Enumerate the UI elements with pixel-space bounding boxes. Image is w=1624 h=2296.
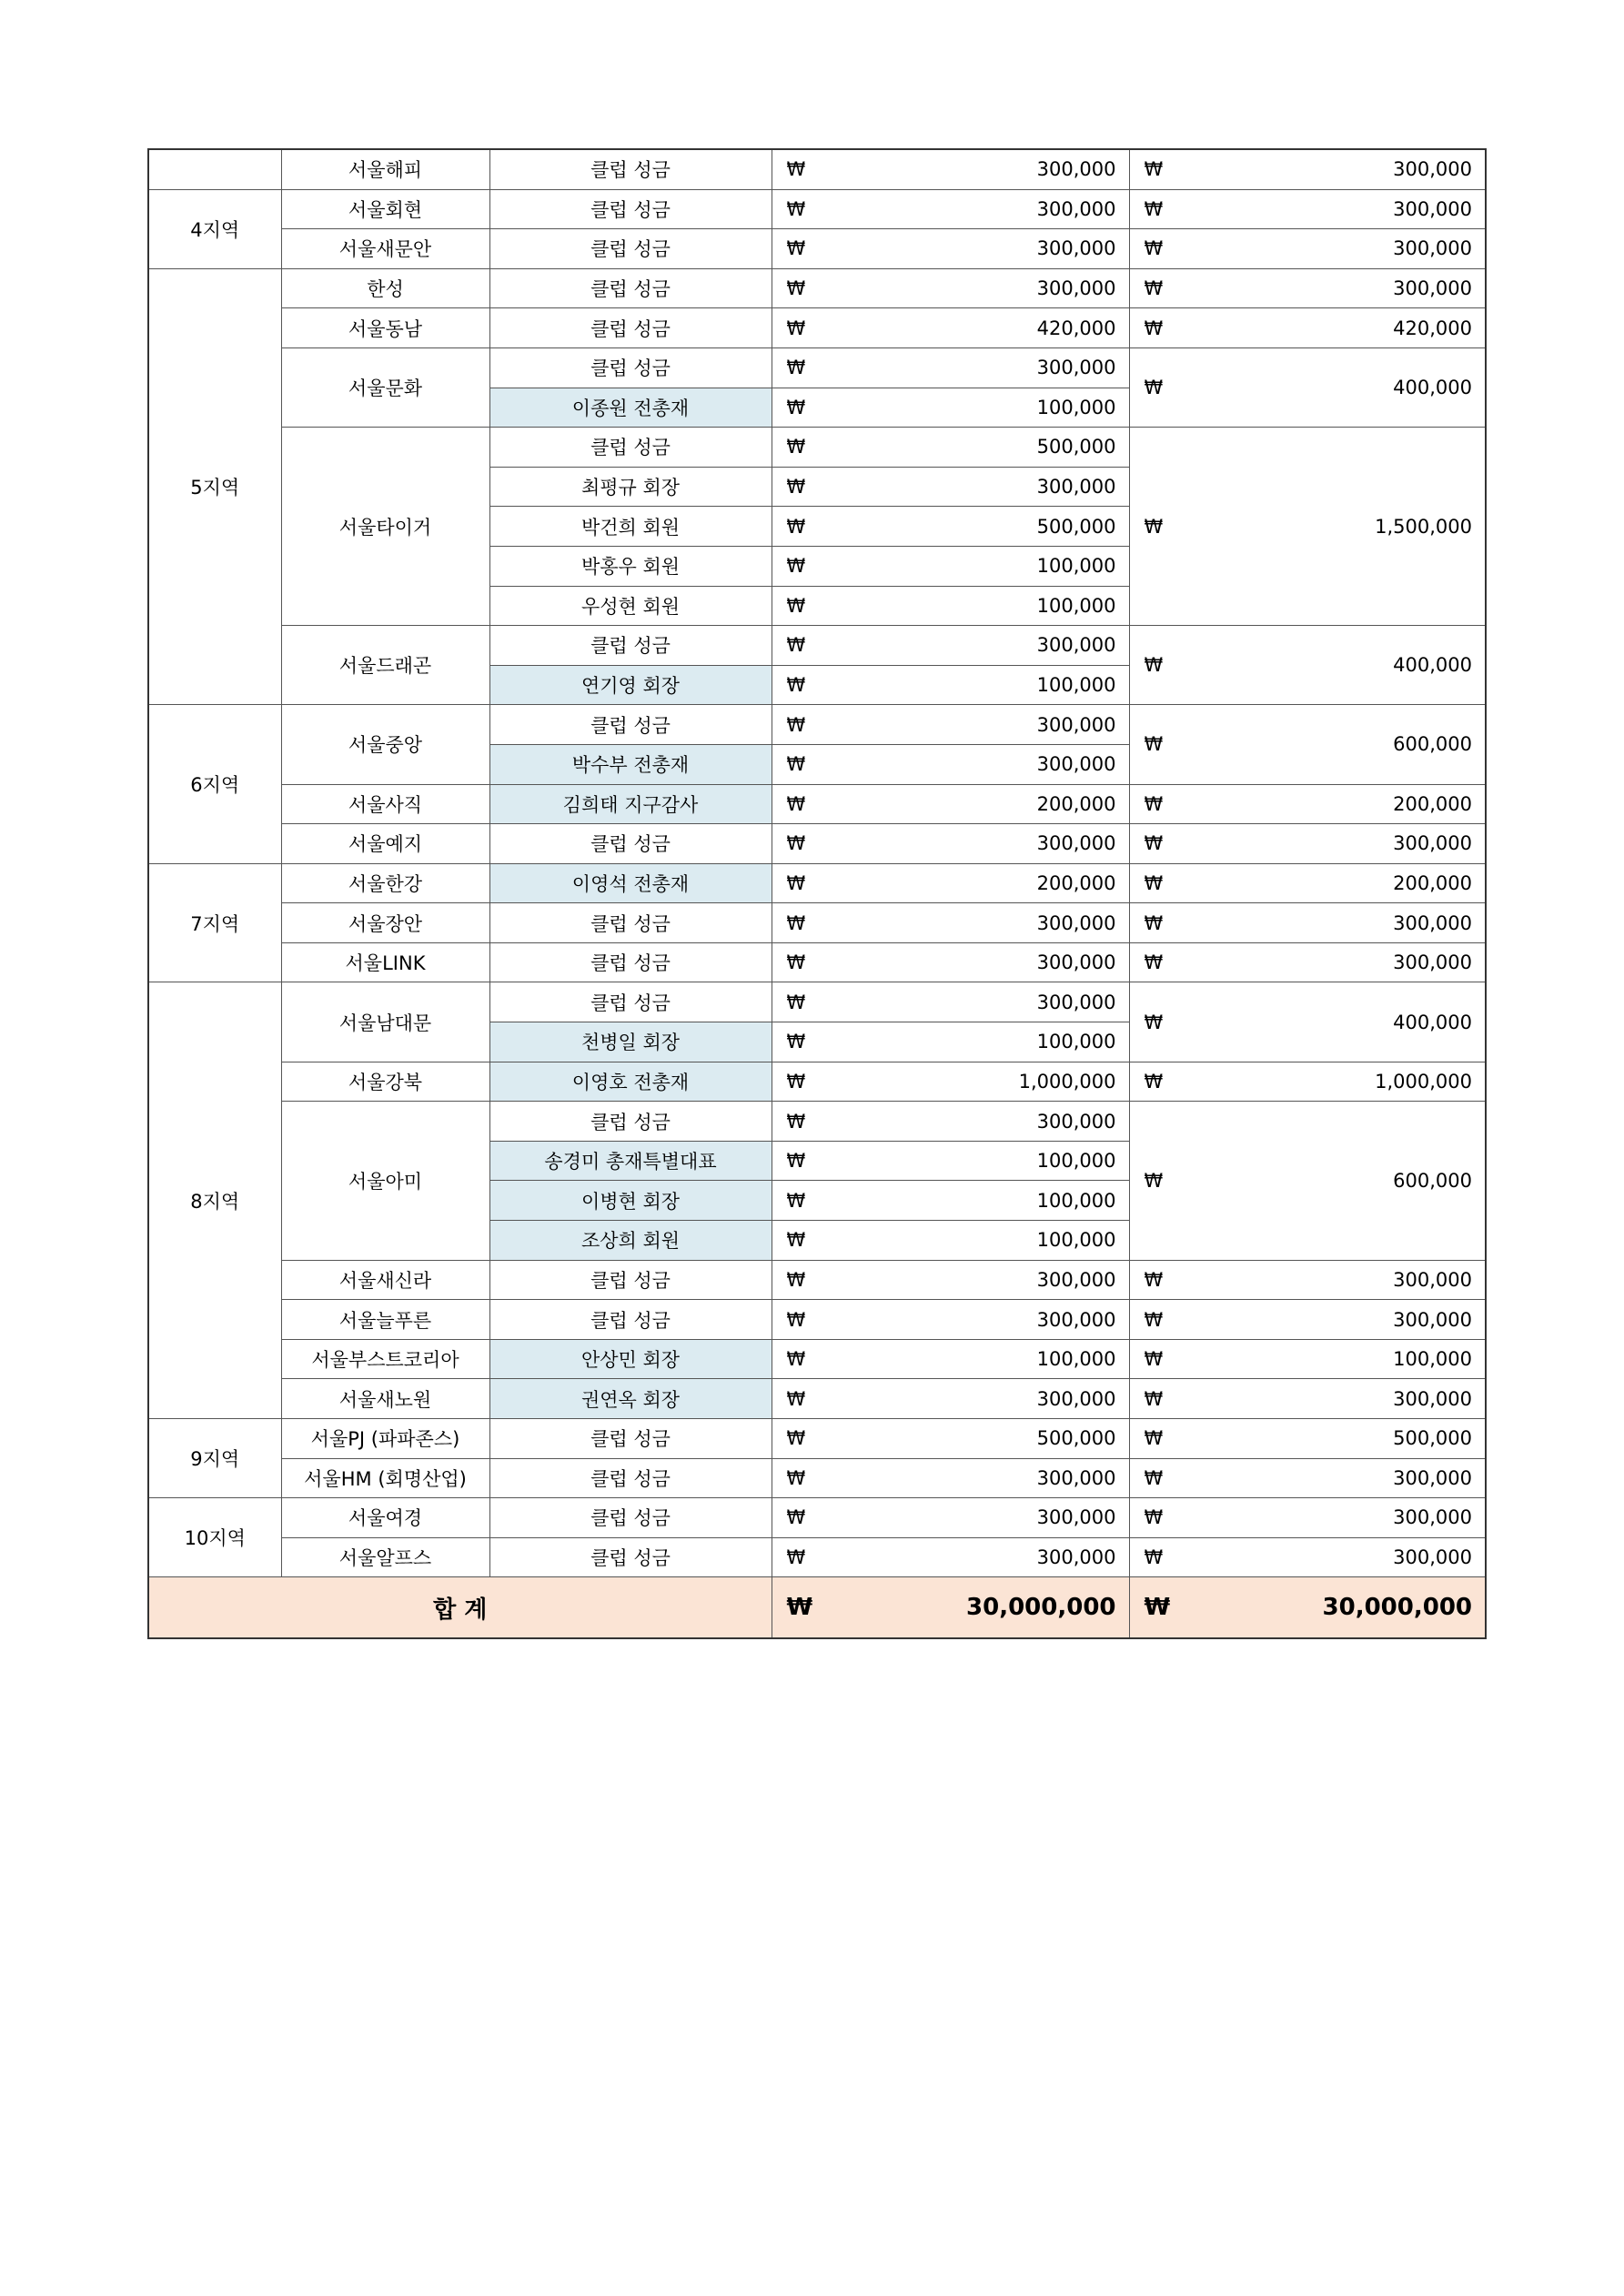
amount-cell	[772, 903, 1129, 943]
club-cell: 서울LINK	[281, 942, 489, 982]
amount-value: 300,000	[1036, 1466, 1116, 1489]
amount-cell	[772, 863, 1129, 903]
won-symbol: ₩	[1144, 1308, 1164, 1331]
amount-cell	[772, 1379, 1129, 1419]
amount-cell	[772, 1537, 1129, 1577]
amount-value: 300,000	[1036, 1268, 1116, 1291]
club-cell: 서울사직	[281, 784, 489, 824]
club-cell: 서울HM (회명산업)	[281, 1458, 489, 1498]
table-row	[148, 347, 1486, 388]
donor-cell: 클럽 성금	[489, 1498, 772, 1538]
table-row	[148, 1458, 1486, 1498]
club-cell: 서울새신라	[281, 1260, 489, 1300]
club-total-cell	[1129, 626, 1486, 705]
amount-cell	[772, 1300, 1129, 1340]
table-row	[148, 268, 1486, 308]
amount-value: 300,000	[1036, 911, 1116, 934]
amount-value: 500,000	[1036, 1427, 1116, 1450]
donor-cell: 권연옥 회장	[489, 1379, 772, 1419]
donor-cell: 천병일 회장	[489, 1022, 772, 1062]
won-symbol: ₩	[1144, 1594, 1171, 1622]
club-total-value: 100,000	[1393, 1348, 1472, 1371]
club-cell: 서울늘푸른	[281, 1300, 489, 1340]
won-symbol: ₩	[1144, 1011, 1164, 1033]
donor-cell: 클럽 성금	[489, 189, 772, 229]
amount-value: 100,000	[1036, 674, 1116, 697]
club-total-value: 300,000	[1393, 911, 1472, 934]
table-row	[148, 942, 1486, 982]
table-row	[148, 1339, 1486, 1379]
amount-cell	[772, 665, 1129, 705]
amount-cell	[772, 189, 1129, 229]
amount-value: 300,000	[1036, 277, 1116, 300]
donor-cell: 클럽 성금	[489, 149, 772, 189]
club-total-value: 300,000	[1393, 237, 1472, 260]
won-symbol: ₩	[786, 832, 806, 855]
amount-cell	[772, 507, 1129, 547]
club-cell: 서울새노원	[281, 1379, 489, 1419]
club-total-cell	[1129, 428, 1486, 626]
table-row	[148, 824, 1486, 864]
won-symbol: ₩	[786, 674, 806, 697]
club-total-value: 1,500,000	[1375, 515, 1472, 538]
won-symbol: ₩	[786, 158, 806, 181]
total-club-total-value: 30,000,000	[1322, 1594, 1472, 1622]
donor-cell: 이종원 전총재	[489, 388, 772, 428]
table-row	[148, 705, 1486, 745]
table-row	[148, 982, 1486, 1022]
donor-cell: 클럽 성금	[489, 903, 772, 943]
donor-cell: 클럽 성금	[489, 268, 772, 308]
club-total-cell	[1129, 189, 1486, 229]
won-symbol: ₩	[1144, 1268, 1164, 1291]
club-total-value: 300,000	[1393, 952, 1472, 974]
table-row	[148, 1102, 1486, 1142]
amount-cell	[772, 744, 1129, 784]
club-total-cell	[1129, 1537, 1486, 1577]
amount-value: 100,000	[1036, 1031, 1116, 1053]
won-symbol: ₩	[786, 515, 806, 538]
amount-cell	[772, 1181, 1129, 1221]
amount-value: 300,000	[1036, 713, 1116, 736]
won-symbol: ₩	[786, 1110, 806, 1133]
total-amount-cell	[772, 1577, 1129, 1639]
table-row	[148, 1062, 1486, 1102]
amount-value: 500,000	[1036, 436, 1116, 458]
table-row	[148, 1498, 1486, 1538]
club-total-value: 300,000	[1393, 1387, 1472, 1410]
donor-cell: 클럽 성금	[489, 942, 772, 982]
donor-cell: 클럽 성금	[489, 982, 772, 1022]
table-row	[148, 1537, 1486, 1577]
won-symbol: ₩	[786, 555, 806, 578]
club-total-cell	[1129, 863, 1486, 903]
amount-value: 300,000	[1036, 1546, 1116, 1569]
amount-value: 100,000	[1036, 1229, 1116, 1252]
won-symbol: ₩	[786, 396, 806, 418]
won-symbol: ₩	[1144, 1348, 1164, 1371]
club-total-value: 400,000	[1393, 1011, 1472, 1033]
donor-cell: 클럽 성금	[489, 1419, 772, 1459]
won-symbol: ₩	[1144, 832, 1164, 855]
won-symbol: ₩	[786, 753, 806, 776]
won-symbol: ₩	[786, 1070, 806, 1093]
amount-value: 100,000	[1036, 1348, 1116, 1371]
amount-cell	[772, 1498, 1129, 1538]
amount-value: 1,000,000	[1018, 1070, 1116, 1093]
won-symbol: ₩	[1144, 1546, 1164, 1569]
donor-cell: 클럽 성금	[489, 1260, 772, 1300]
club-cell: 서울문화	[281, 347, 489, 427]
table-row	[148, 863, 1486, 903]
won-symbol: ₩	[786, 1150, 806, 1173]
won-symbol: ₩	[1144, 871, 1164, 894]
region-cell: 8지역	[148, 982, 281, 1419]
club-cell: 서울동남	[281, 308, 489, 348]
amount-cell	[772, 546, 1129, 586]
donor-cell: 클럽 성금	[489, 308, 772, 348]
donor-cell: 박홍우 회원	[489, 546, 772, 586]
table-row	[148, 784, 1486, 824]
donor-cell: 클럽 성금	[489, 347, 772, 388]
club-total-cell	[1129, 308, 1486, 348]
won-symbol: ₩	[1144, 1466, 1164, 1489]
table-row	[148, 626, 1486, 666]
club-cell: 서울아미	[281, 1102, 489, 1260]
donor-cell: 클럽 성금	[489, 229, 772, 269]
club-total-cell	[1129, 1379, 1486, 1419]
amount-value: 100,000	[1036, 1150, 1116, 1173]
amount-value: 300,000	[1036, 158, 1116, 181]
table-row	[148, 229, 1486, 269]
won-symbol: ₩	[786, 911, 806, 934]
club-total-value: 300,000	[1393, 158, 1472, 181]
amount-cell	[772, 586, 1129, 626]
club-cell: 서울남대문	[281, 982, 489, 1062]
won-symbol: ₩	[786, 237, 806, 260]
club-total-cell	[1129, 268, 1486, 308]
club-total-cell	[1129, 1498, 1486, 1538]
amount-cell	[772, 1221, 1129, 1261]
total-row	[148, 1577, 1486, 1639]
club-total-value: 600,000	[1393, 1169, 1472, 1192]
club-total-cell	[1129, 705, 1486, 784]
region-cell	[148, 149, 281, 189]
club-total-value: 300,000	[1393, 1546, 1472, 1569]
region-cell: 9지역	[148, 1419, 281, 1498]
table-row	[148, 428, 1486, 468]
won-symbol: ₩	[1144, 277, 1164, 300]
club-cell: 서울PJ (파파존스)	[281, 1419, 489, 1459]
won-symbol: ₩	[786, 1594, 813, 1622]
table-row	[148, 1300, 1486, 1340]
amount-cell	[772, 268, 1129, 308]
donor-cell: 박수부 전총재	[489, 744, 772, 784]
amount-value: 100,000	[1036, 594, 1116, 617]
region-cell: 6지역	[148, 705, 281, 863]
donor-cell: 박건희 회원	[489, 507, 772, 547]
region-cell: 10지역	[148, 1498, 281, 1577]
amount-value: 100,000	[1036, 555, 1116, 578]
won-symbol: ₩	[786, 634, 806, 657]
amount-cell	[772, 1260, 1129, 1300]
amount-cell	[772, 1339, 1129, 1379]
won-symbol: ₩	[1144, 1169, 1164, 1192]
club-total-value: 300,000	[1393, 832, 1472, 855]
won-symbol: ₩	[786, 594, 806, 617]
won-symbol: ₩	[786, 1308, 806, 1331]
won-symbol: ₩	[786, 436, 806, 458]
club-total-cell	[1129, 784, 1486, 824]
donor-cell: 최평규 회장	[489, 467, 772, 507]
won-symbol: ₩	[786, 1268, 806, 1291]
won-symbol: ₩	[786, 952, 806, 974]
won-symbol: ₩	[1144, 1506, 1164, 1529]
club-total-value: 300,000	[1393, 1506, 1472, 1529]
club-total-value: 200,000	[1393, 871, 1472, 894]
donor-cell: 클럽 성금	[489, 1300, 772, 1340]
club-cell: 서울타이거	[281, 428, 489, 626]
amount-cell	[772, 824, 1129, 864]
club-cell: 서울부스트코리아	[281, 1339, 489, 1379]
amount-cell	[772, 1102, 1129, 1142]
won-symbol: ₩	[786, 317, 806, 339]
club-cell: 서울회현	[281, 189, 489, 229]
table-row	[148, 1379, 1486, 1419]
club-total-value: 500,000	[1393, 1427, 1472, 1450]
won-symbol: ₩	[1144, 911, 1164, 934]
won-symbol: ₩	[1144, 1070, 1164, 1093]
region-cell: 5지역	[148, 268, 281, 705]
won-symbol: ₩	[786, 197, 806, 220]
club-total-cell	[1129, 1419, 1486, 1459]
won-symbol: ₩	[786, 792, 806, 815]
won-symbol: ₩	[786, 871, 806, 894]
club-total-cell	[1129, 1339, 1486, 1379]
won-symbol: ₩	[786, 1189, 806, 1212]
amount-value: 300,000	[1036, 1308, 1116, 1331]
club-total-cell	[1129, 982, 1486, 1062]
amount-cell	[772, 347, 1129, 388]
amount-cell	[772, 942, 1129, 982]
amount-value: 100,000	[1036, 396, 1116, 418]
donor-cell: 송경미 총재특별대표	[489, 1141, 772, 1181]
won-symbol: ₩	[786, 1348, 806, 1371]
club-total-value: 300,000	[1393, 1268, 1472, 1291]
club-cell: 한성	[281, 268, 489, 308]
total-club-total-cell	[1129, 1577, 1486, 1639]
amount-cell	[772, 705, 1129, 745]
club-total-cell	[1129, 347, 1486, 427]
won-symbol: ₩	[1144, 1387, 1164, 1410]
won-symbol: ₩	[786, 1427, 806, 1450]
amount-cell	[772, 1141, 1129, 1181]
club-total-value: 600,000	[1393, 733, 1472, 756]
donor-cell: 조상희 회원	[489, 1221, 772, 1261]
amount-cell	[772, 308, 1129, 348]
total-label: 합 계	[148, 1577, 772, 1639]
amount-value: 420,000	[1036, 317, 1116, 339]
club-total-cell	[1129, 229, 1486, 269]
club-total-value: 300,000	[1393, 1466, 1472, 1489]
won-symbol: ₩	[1144, 197, 1164, 220]
club-total-cell	[1129, 824, 1486, 864]
won-symbol: ₩	[786, 277, 806, 300]
club-cell: 서울강북	[281, 1062, 489, 1102]
amount-cell	[772, 1062, 1129, 1102]
amount-value: 200,000	[1036, 871, 1116, 894]
donor-cell: 우성현 회원	[489, 586, 772, 626]
amount-cell	[772, 467, 1129, 507]
won-symbol: ₩	[786, 991, 806, 1013]
club-total-value: 300,000	[1393, 197, 1472, 220]
amount-cell	[772, 784, 1129, 824]
club-total-value: 1,000,000	[1375, 1070, 1472, 1093]
donor-cell: 김희태 지구감사	[489, 784, 772, 824]
amount-value: 300,000	[1036, 1506, 1116, 1529]
amount-value: 300,000	[1036, 753, 1116, 776]
total-amount-value: 30,000,000	[966, 1594, 1116, 1622]
region-cell: 7지역	[148, 863, 281, 982]
amount-value: 300,000	[1036, 476, 1116, 498]
won-symbol: ₩	[1144, 377, 1164, 399]
won-symbol: ₩	[1144, 733, 1164, 756]
won-symbol: ₩	[1144, 317, 1164, 339]
donor-cell: 클럽 성금	[489, 626, 772, 666]
donor-cell: 이병현 회장	[489, 1181, 772, 1221]
club-total-cell	[1129, 1260, 1486, 1300]
amount-value: 300,000	[1036, 634, 1116, 657]
club-cell: 서울해피	[281, 149, 489, 189]
club-total-value: 200,000	[1393, 792, 1472, 815]
donor-cell: 클럽 성금	[489, 705, 772, 745]
amount-cell	[772, 982, 1129, 1022]
club-cell: 서울중앙	[281, 705, 489, 784]
club-total-value: 400,000	[1393, 654, 1472, 677]
amount-value: 300,000	[1036, 197, 1116, 220]
club-total-cell	[1129, 1458, 1486, 1498]
won-symbol: ₩	[1144, 1427, 1164, 1450]
club-cell: 서울알프스	[281, 1537, 489, 1577]
table-row	[148, 308, 1486, 348]
won-symbol: ₩	[1144, 952, 1164, 974]
club-cell: 서울새문안	[281, 229, 489, 269]
club-total-cell	[1129, 903, 1486, 943]
table-row	[148, 1419, 1486, 1459]
amount-value: 300,000	[1036, 1387, 1116, 1410]
amount-value: 300,000	[1036, 991, 1116, 1013]
club-total-value: 300,000	[1393, 1308, 1472, 1331]
donor-cell: 클럽 성금	[489, 1537, 772, 1577]
donor-cell: 클럽 성금	[489, 824, 772, 864]
won-symbol: ₩	[786, 1466, 806, 1489]
table-row	[148, 149, 1486, 189]
won-symbol: ₩	[1144, 158, 1164, 181]
won-symbol: ₩	[786, 1387, 806, 1410]
amount-cell	[772, 626, 1129, 666]
amount-value: 500,000	[1036, 515, 1116, 538]
club-cell: 서울드래곤	[281, 626, 489, 705]
won-symbol: ₩	[786, 357, 806, 379]
table-row	[148, 1260, 1486, 1300]
won-symbol: ₩	[1144, 515, 1164, 538]
club-total-cell	[1129, 1062, 1486, 1102]
won-symbol: ₩	[786, 1031, 806, 1053]
club-total-cell	[1129, 1102, 1486, 1260]
club-total-value: 420,000	[1393, 317, 1472, 339]
won-symbol: ₩	[1144, 237, 1164, 260]
region-cell: 4지역	[148, 189, 281, 268]
club-total-cell	[1129, 942, 1486, 982]
won-symbol: ₩	[786, 1546, 806, 1569]
donor-cell: 연기영 회장	[489, 665, 772, 705]
amount-value: 300,000	[1036, 952, 1116, 974]
club-total-cell	[1129, 149, 1486, 189]
amount-value: 100,000	[1036, 1189, 1116, 1212]
club-total-cell	[1129, 1300, 1486, 1340]
club-cell: 서울한강	[281, 863, 489, 903]
won-symbol: ₩	[786, 1506, 806, 1529]
amount-value: 300,000	[1036, 237, 1116, 260]
won-symbol: ₩	[786, 476, 806, 498]
amount-cell	[772, 1022, 1129, 1062]
won-symbol: ₩	[786, 713, 806, 736]
amount-cell	[772, 428, 1129, 468]
donor-cell: 클럽 성금	[489, 428, 772, 468]
donor-cell: 클럽 성금	[489, 1458, 772, 1498]
amount-cell	[772, 1458, 1129, 1498]
donor-cell: 이영석 전총재	[489, 863, 772, 903]
amount-cell	[772, 149, 1129, 189]
amount-value: 300,000	[1036, 357, 1116, 379]
donor-cell: 이영호 전총재	[489, 1062, 772, 1102]
amount-cell	[772, 388, 1129, 428]
amount-value: 300,000	[1036, 1110, 1116, 1133]
club-cell: 서울장안	[281, 903, 489, 943]
won-symbol: ₩	[1144, 792, 1164, 815]
club-total-value: 300,000	[1393, 277, 1472, 300]
club-cell: 서울여경	[281, 1498, 489, 1538]
donor-cell: 클럽 성금	[489, 1102, 772, 1142]
club-cell: 서울예지	[281, 824, 489, 864]
table-row	[148, 189, 1486, 229]
amount-cell	[772, 1419, 1129, 1459]
won-symbol: ₩	[1144, 654, 1164, 677]
donor-cell: 안상민 회장	[489, 1339, 772, 1379]
amount-value: 200,000	[1036, 792, 1116, 815]
amount-value: 300,000	[1036, 832, 1116, 855]
donation-table	[147, 148, 1487, 1639]
won-symbol: ₩	[786, 1229, 806, 1252]
table-row	[148, 903, 1486, 943]
club-total-value: 400,000	[1393, 377, 1472, 399]
amount-cell	[772, 229, 1129, 269]
